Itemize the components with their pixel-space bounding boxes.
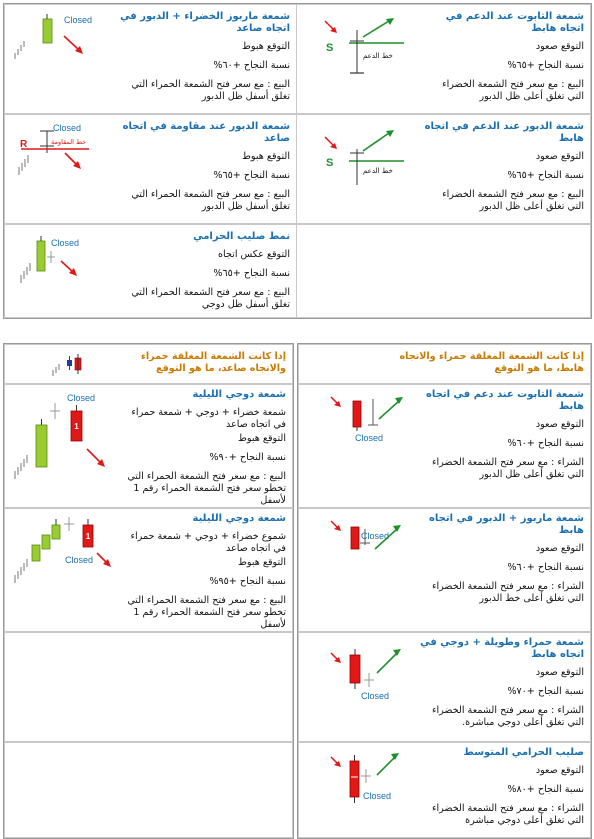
closed-label: Closed: [65, 555, 94, 565]
closed-label: Closed: [361, 531, 390, 541]
pattern-cell-marubozu-hammer: [4, 4, 297, 114]
pattern-title: شمعة ماربوز + الدبور في اتجاه هابط: [429, 513, 584, 536]
pattern-success-rate: نسبة النجاح +٦٥%: [213, 170, 290, 181]
pattern-description: شمعة خضراء + دوجي + شمعة حمراء في اتجاه صاعد: [131, 407, 286, 430]
pattern-expectation: التوقع صعود: [535, 41, 584, 52]
pattern-entry-rule: البيع : مع سعر فتح الشمعة الحمراء التي تغلق أسفل ظل دوجي: [131, 287, 290, 310]
red-down-arrow-icon: [331, 757, 341, 767]
pattern-chart: [311, 15, 421, 95]
uptrend-header-text: إذا كانت الشمعة المغلقة حمراء والاتجاه صاعد، ما هو التوقع: [140, 351, 286, 374]
pattern-cell-evening-doji-2: [4, 508, 293, 632]
green-up-arrow-icon: [377, 753, 399, 775]
empty-cell: [4, 742, 293, 838]
resistance-marker: R: [20, 139, 28, 150]
pattern-title: شمعة ماربوز الخضراء + الدبور في اتجاه صاعد: [120, 11, 290, 34]
pattern-title: شمعة دوجي الليلية: [192, 389, 286, 400]
closed-label: Closed: [51, 238, 80, 248]
pattern-title: شمعة التابوت عند دعم في اتجاه هابط: [426, 389, 584, 412]
pattern-success-rate: نسبة النجاح +٦٥%: [507, 60, 584, 71]
pattern-entry-rule: البيع : مع سعر فتح الشمعة الحمراء التي تخطو سعر فتح الشمعة الحمراء رقم 1 لأسفل: [127, 471, 286, 506]
pattern-description: شموع خضراء + دوجي + شمعة حمراء في اتجاه صاعد: [130, 531, 286, 554]
pattern-expectation: التوقع هبوط: [238, 557, 286, 568]
green-up-arrow-icon: [363, 130, 394, 151]
pattern-entry-rule: الشراء : مع سعر فتح الشمعة الخضراء التي تغلق أعلى ظل الدبور: [431, 457, 584, 480]
downtrend-header-text: إذا كانت الشمعة المغلقة حمراء والاتجاه هابط، ما هو التوقع: [399, 351, 584, 374]
pattern-entry-rule: البيع : مع سعر فتح الشمعة الحمراء التي تغلق أسفل ظل الدبور: [131, 79, 290, 102]
green-up-arrow-icon: [377, 649, 401, 673]
support-line-label: خط الدعم: [363, 52, 393, 60]
pattern-cell-long-red-doji: [298, 632, 591, 742]
pattern-expectation: التوقع صعود: [535, 151, 584, 162]
red-down-arrow-icon: [64, 36, 83, 54]
closed-label: Closed: [67, 393, 96, 403]
pattern-chart: [9, 511, 119, 591]
pattern-title: شمعة الدبور عند مقاومة في اتجاه صاعد: [122, 121, 290, 144]
empty-cell: [296, 224, 591, 318]
red-down-arrow-icon: [331, 653, 341, 663]
empty-cell: [4, 632, 293, 742]
pattern-success-rate: نسبة النجاح +٩٠%: [209, 452, 286, 463]
red-down-arrow-icon: [325, 137, 337, 149]
pattern-chart: [11, 229, 111, 299]
green-up-arrow-icon: [379, 397, 403, 419]
pattern-success-rate: نسبة النجاح +٦٠%: [507, 562, 584, 573]
candle-number-label: 1: [85, 532, 91, 541]
pattern-cell-harami-middle: [298, 742, 591, 838]
pattern-expectation: التوقع هبوط: [238, 433, 286, 444]
pattern-entry-rule: البيع : مع سعر فتح الشمعة الحمراء التي تخطو سعر فتح الشمعة الحمراء رقم 1 لأسفل: [127, 595, 286, 630]
red-down-arrow-icon: [325, 21, 337, 33]
pattern-success-rate: نسبة النجاح +٧٠%: [507, 686, 584, 697]
pattern-expectation: التوقع صعود: [535, 765, 584, 776]
pattern-cell-marubozu-downtrend: [298, 508, 591, 632]
red-down-arrow-icon: [97, 553, 111, 567]
red-down-arrow-icon: [65, 153, 81, 169]
pattern-entry-rule: البيع : مع سعر فتح الشمعة الحمراء التي تغلق أسفل ظل الدبور: [131, 189, 290, 212]
pattern-chart: [319, 515, 419, 575]
pattern-success-rate: نسبة النجاح +٩٥%: [209, 576, 286, 587]
pattern-expectation: التوقع عكس اتجاه: [218, 249, 290, 260]
pattern-title: شمعة حمراء وطويلة + دوجي في اتجاه هابط: [420, 637, 584, 660]
pattern-cell-harami-cross: [4, 224, 297, 318]
pattern-cell-coffin-support: [296, 4, 591, 114]
pattern-chart: [9, 387, 119, 507]
closed-label: Closed: [53, 123, 82, 133]
header-candles-icon: [45, 348, 105, 382]
candle-number-label: 1: [74, 422, 79, 431]
pattern-cell-evening-doji-1: [4, 384, 293, 508]
red-down-arrow-icon: [87, 449, 105, 467]
support-line-label: خط الدعم: [363, 167, 393, 175]
pattern-expectation: التوقع هبوط: [242, 41, 290, 52]
pattern-expectation: التوقع هبوط: [242, 151, 290, 162]
pattern-chart: [319, 747, 419, 817]
red-down-arrow-icon: [331, 521, 341, 531]
support-marker: S: [326, 42, 334, 54]
pattern-entry-rule: البيع : مع سعر فتح الشمعة الخضراء التي تغلق أعلى ظل الدبور: [442, 79, 584, 102]
red-down-arrow-icon: [331, 397, 341, 407]
pattern-title: شمعة دوجي الليلية: [192, 513, 286, 524]
pattern-chart: [311, 123, 421, 203]
pattern-success-rate: نسبة النجاح +٦٠%: [213, 60, 290, 71]
green-up-arrow-icon: [363, 18, 394, 37]
closed-label: Closed: [361, 691, 390, 701]
uptrend-patterns-table: [3, 343, 294, 839]
downtrend-patterns-table: [297, 343, 592, 839]
pattern-cell-coffin-downtrend: [298, 384, 591, 508]
pattern-chart: [9, 9, 114, 69]
pattern-success-rate: نسبة النجاح +٦٠%: [507, 438, 584, 449]
uptrend-header: [4, 344, 293, 384]
pattern-title: شمعة الدبور عند الدعم في اتجاه هابط: [424, 121, 584, 144]
red-down-arrow-icon: [61, 261, 77, 276]
pattern-entry-rule: الشراء : مع سعر فتح الشمعة الخضراء التي تغلق أعلى دوجي مباشرة: [431, 803, 584, 826]
pattern-entry-rule: الشراء : مع سعر فتح الشمعة الخضراء التي تغلق أعلى خط الدبور: [431, 581, 584, 604]
pattern-expectation: التوقع صعود: [535, 667, 584, 678]
pattern-cell-hammer-support: [296, 114, 591, 224]
pattern-cell-hammer-resistance: [4, 114, 297, 224]
top-patterns-table: [3, 3, 592, 319]
pattern-entry-rule: الشراء : مع سعر فتح الشمعة الخضراء التي تغلق أعلى دوجي مباشرة.: [431, 705, 584, 728]
closed-label: Closed: [363, 791, 392, 801]
pattern-chart: [319, 393, 419, 453]
pattern-title: صليب الحرامي المتوسط: [463, 747, 584, 758]
pattern-success-rate: نسبة النجاح +٨٠%: [507, 784, 584, 795]
pattern-expectation: التوقع صعود: [535, 419, 584, 430]
closed-label: Closed: [355, 433, 384, 443]
support-marker: S: [326, 157, 334, 169]
pattern-success-rate: نسبة النجاح +٦٥%: [213, 268, 290, 279]
pattern-title: نمط صليب الحرامي: [193, 231, 290, 242]
pattern-chart: [319, 643, 419, 713]
closed-label: Closed: [64, 15, 93, 25]
pattern-chart: [9, 119, 119, 189]
pattern-success-rate: نسبة النجاح +٦٥%: [507, 170, 584, 181]
pattern-title: شمعة التابوت عند الدعم في اتجاه هابط: [445, 11, 584, 34]
pattern-entry-rule: البيع : مع سعر فتح الشمعة الخضراء التي تغلق أعلى ظل الدبور: [442, 189, 584, 212]
downtrend-header: [298, 344, 591, 384]
pattern-expectation: التوقع صعود: [535, 543, 584, 554]
resistance-line-label: خط المقاومة: [51, 138, 87, 146]
